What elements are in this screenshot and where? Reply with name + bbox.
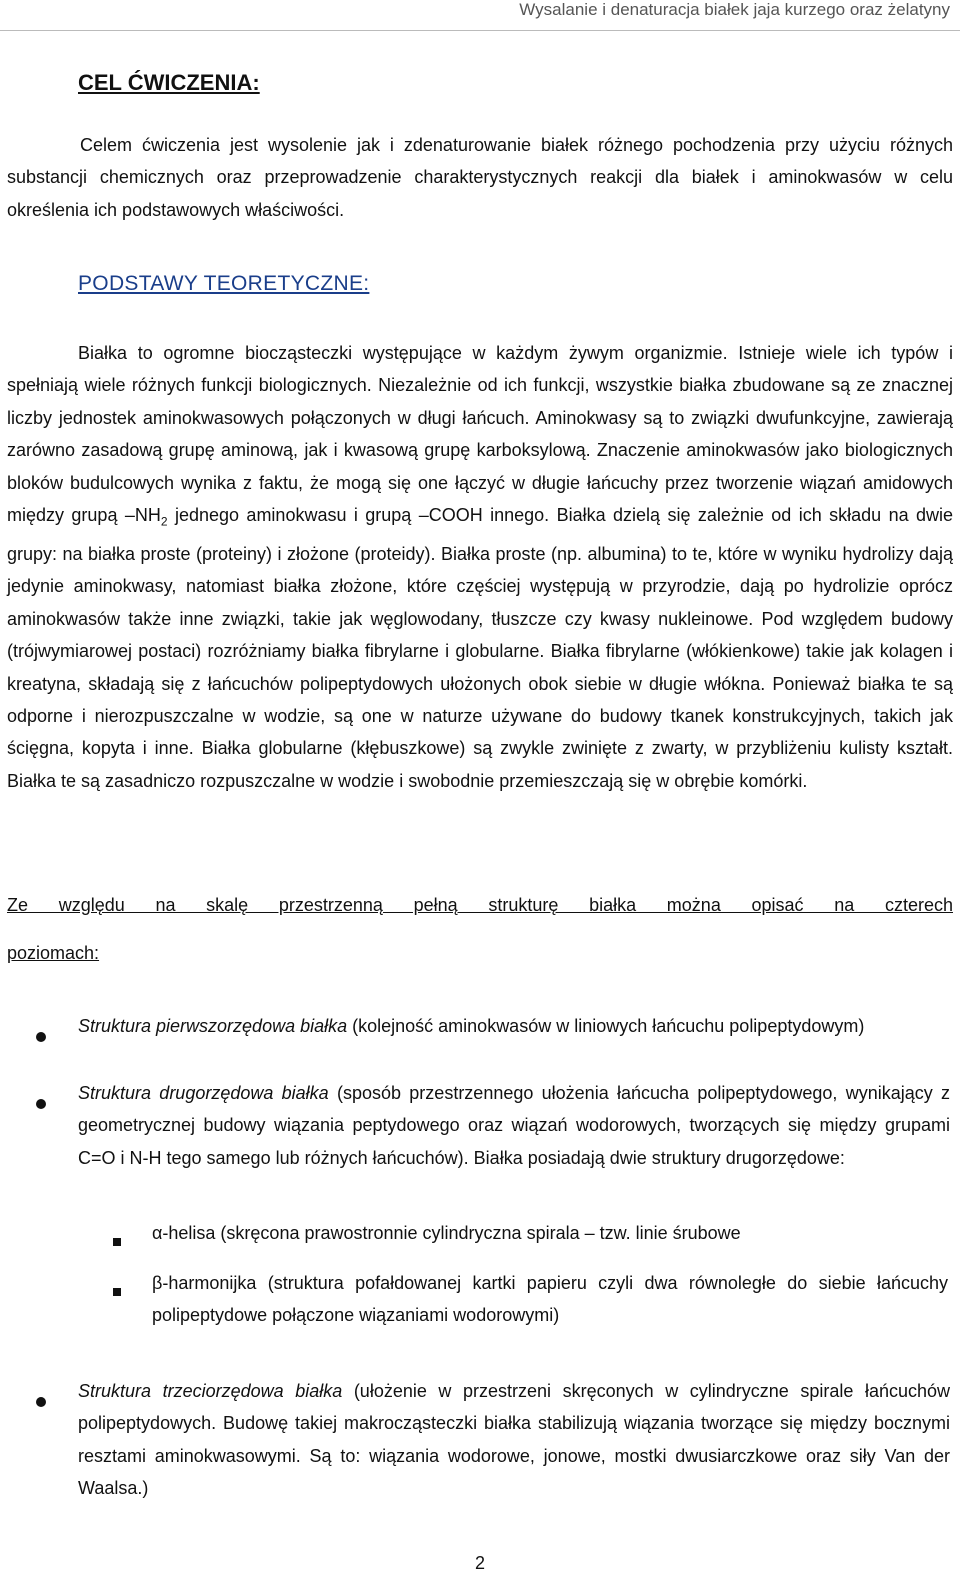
structure-desc: (ułożenie w przestrzeni skręconych w cylindryczne spirale łańcuchów polipeptydowych. Budowę takiej makrocząsteczki białka stabilizują wiązania tworzące się między bocznymi resztami aminokwasowymi. Są to: wiązania wodorowe, jonowe, mostki dwusiarczkowe oraz siły Van der Waalsa.) <box>78 1381 950 1499</box>
theory-text-a: Białka to ogromne biocząsteczki występujące w każdym żywym organizmie. Istnieje wiele ich typów i spełniają wiele różnych funkcji biologicznych. Niezależnie od ich funkcji, wszystkie białka zbudowane są ze znacznej liczby jednostek aminokwasowych połączonych w długi łańcuch. Aminokwasy są to związki dwufunkcyjne, zawierają zarówno zasadową grupę aminową, jak i kwasową grupę karboksylową. Znaczenie aminokwasów jako biologicznych bloków budulcowych wynika z faktu, że mogą się one łączyć w długie łańcuchy przez tworzenie wiązań amidowych między grupą –NH <box>7 343 953 526</box>
square-bullet-icon <box>113 1288 121 1296</box>
levels-intro-line: Ze względu na skalę przestrzenną pełną strukturę białka można opisać na czterech <box>7 895 953 915</box>
running-header: Wysalanie i denaturacja białek jaja kurzego oraz żelatyny <box>519 0 950 19</box>
structure-desc: (kolejność aminokwasów w liniowych łańcuchu polipeptydowym) <box>347 1016 865 1036</box>
header-divider <box>0 30 960 31</box>
goal-heading: CEL ĆWICZENIA: <box>78 70 260 95</box>
structure-item-primary <box>78 1010 950 1042</box>
square-bullet-icon <box>113 1238 121 1246</box>
bullet-icon <box>36 1099 46 1109</box>
nh2-subscript: 2 <box>160 514 168 529</box>
structure-item-tertiary <box>78 1375 950 1505</box>
goal-paragraph: Celem ćwiczenia jest wysolenie jak i zdenaturowanie białek różnego pochodzenia przy użyciu różnych substancji chemicznych oraz przeprowadzenie charakterystycznych reakcji dla białek i aminokwasów w celu określenia ich podstawowych właściwości. <box>7 135 953 220</box>
levels-intro-line-2: poziomach: <box>7 943 100 963</box>
structure-name: Struktura trzeciorzędowa białka <box>78 1381 343 1401</box>
structure-name: Struktura drugorzędowa białka <box>78 1083 329 1103</box>
theory-paragraph <box>7 337 953 797</box>
structure-item-secondary <box>78 1077 950 1174</box>
structure-desc: (sposób przestrzennego ułożenia łańcucha polipeptydowego, wynikający z geometrycznej budowy wiązania peptydowego oraz wiązań wodorowych, tworzących się między grupami C=O i N-H tego samego lub różnych łańcuchów). Białka posiadają dwie struktury drugorzędowe: <box>78 1083 951 1168</box>
page-number: 2 <box>474 1553 485 1573</box>
bullet-icon <box>36 1397 46 1407</box>
theory-heading: PODSTAWY TEORETYCZNE: <box>78 272 370 295</box>
theory-text-b: jednego aminokwasu i grupą –COOH innego. Białka dzielą się zależnie od ich składu na dwie grupy: na białka proste (proteiny) i złożone (proteidy). Białka proste (np. albumina) to te, które w wyniku hydrolizy dają jedynie aminokwasy, natomiast białka złożone, które częściej występują w przyrodzie, dają po hydrolizie oprócz aminokwasów także inne związki, takie jak węglowodany, tłuszcze czy kwasy nukleinowe. Pod względem budowy (trójwymiarowej postaci) rozróżniamy białka fibrylarne i globularne. Białka fibrylarne (włókienkowe) takie jak kolagen i kreatyna, składają się z łańcuchów polipeptydowych ułożonych obok siebie w długie włókna. Ponieważ białka te są odporne i nierozpuszczalne w wodzie, są one w naturze używane do budowy tkanek konstrukcyjnych, takich jak ścięgna, kopyta i inne. Białka globularne (kłębuszkowe) są zwykle zwinięte z zwarty, w przybliżeniu kulisty kształt. Białka te są zasadniczo rozpuszczalne w wodzie i swobodnie przemieszczają się w obrębie komórki. <box>7 505 954 791</box>
secondary-structure-alpha: α-helisa (skręcona prawostronnie cylindryczna spirala – tzw. linie śrubowe <box>152 1223 741 1243</box>
structure-name: Struktura pierwszorzędowa białka <box>78 1016 348 1036</box>
bullet-icon <box>36 1032 46 1042</box>
secondary-structure-beta: β-harmonijka (struktura pofałdowanej kartki papieru czyli dwa równoległe do siebie łańcuchy polipeptydowe połączone wiązaniami wodorowymi) <box>152 1273 948 1326</box>
